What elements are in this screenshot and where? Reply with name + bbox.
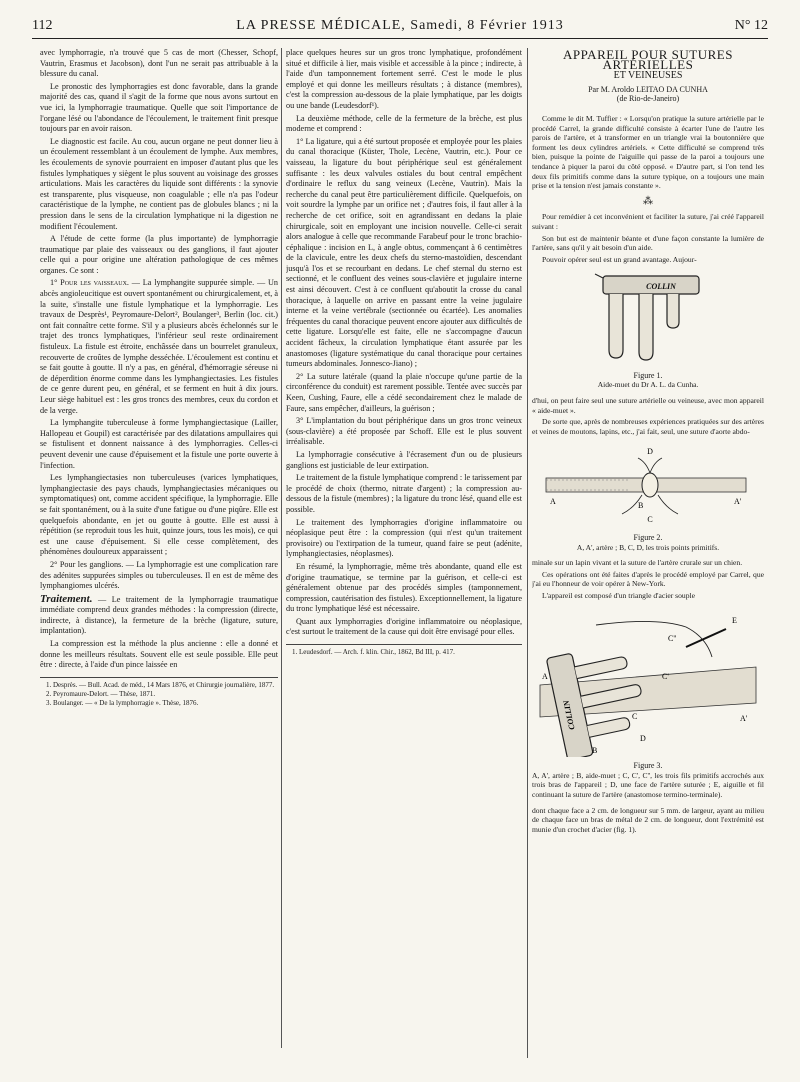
paragraph: place quelques heures sur un gros tronc lymphatique, profondément situé et difficile à lier, mais visible et accessible à la pince ; indirecte, à l'aide d'un tamponnement fortement serré. C'est le mode le plus employé et qui donne les meilleurs résultats ; à distance (membres), c'est la compression au-dessous de la plaie lymphatique, par les doigts ou une bande (Leudesdorf¹).: [286, 48, 522, 110]
paragraph: En résumé, la lymphorragie, même très abondante, quand elle est d'origine traumatique, se termine par la guérison, et celle-ci est généralement obtenue par des procédés simples (tamponnement, compression, cautérisation des fistules). Exceptionnellement, la ligature du tronc lymphatique lésé est nécessaire.: [286, 561, 522, 614]
paragraph: Le traitement des lymphorragies d'origine inflammatoire ou néoplasique peut être : la compression (qui n'est qu'un traitement provisoire) ou l'extirpation de la tumeur, quand faire se peut (adénite, lymphangiectasies, néoplasmes).: [286, 517, 522, 559]
paragraph: 1° La ligature, qui a été surtout proposée et employée pour les plaies du canal thoracique (Küster, Thole, Lecène, Vautrin, etc.). Pour ce vaisseau, la ligature du bout périphérique seul est généralement suffisante : les deux valvules ostiales du bout central empêchent d'ordinaire le reflux du sang veineux (Lecène, Vautrin). Mais la recherche du canal peut être particulièrement difficile. Quelquefois, on voit sourdre la lymphe par un orifice net ; d'autres fois, il faut aller à la recherche de cet orifice, soit en agrandissant en dedans la plaie chirurgicale, soit en employant une incision nouvelle. Celle-ci serait alors analogue à celle que recommande Farabeuf pour le tronc brachio-céphalique : incision en L, à angle obtus, commençant à 6 centimètres de la clavicule, entre les deux chefs du sterno-mastoïdien, descendant jusqu'à l'os et se recourbant en dedans. Le chef sternal du sterno est sectionné, et le confluent des veines sous-clavière et jugulaire interne est ainsi découvert. C'est à ce confluent qu'aboutit la crosse du canal thoracique, à laquelle on arrive en passant entre la veine jugulaire interne et la veine vertébrale (sectionnée ou écartée). Les anomalies fréquentes du canal thoracique peuvent encore ajouter aux difficultés de cette ligature. Lorsqu'elle est faite, elle ne s'accompagne d'aucun accident fâcheux, la circulation lymphatique étant assurée par les anastomoses (ligature systématique du canal thoracique pour certaines tumeurs abdominales. Jonnesco-Jiano) ;: [286, 136, 522, 369]
figure-1-illustration: [583, 270, 713, 366]
paragraph: A l'étude de cette forme (la plus importante) de lymphorragie traumatique par plaie des vaisseaux ou des ganglions, il faut ajouter celle qui a pour origine une altération pathologique de ces mêmes organes. Ce sont :: [40, 234, 278, 275]
suture-arc: [596, 621, 712, 657]
journal-title: LA PRESSE MÉDICALE, Samedi, 8 Février 1913: [236, 18, 564, 33]
appliance-arm-left: [609, 294, 623, 358]
article-title: APPAREIL POUR SUTURES ARTÉRIELLES: [563, 48, 733, 72]
figure-caption: A, A', artère ; B, C, D, les trois points primitifs.: [576, 542, 720, 552]
paragraph: d'hui, on peut faire seul une suture artérielle ou veineuse, avec mon appareil « aide-muet ».: [532, 396, 764, 415]
paragraph: 2° La suture latérale (quand la plaie n'occupe qu'une partie de la circonférence du conduit) est rarement possible. Tentée avec succès par Keen, Cushing, Faure, elle a cédé secondairement chez le malade de Faure, sans empêcher, d'ailleurs, la guérison ;: [286, 371, 522, 413]
footnote: 3. Boulanger. — « De la lymphorragie ». Thèse, 1876.: [46, 698, 199, 707]
label-A: A: [542, 671, 548, 681]
fig1-stamp: COLLIN: [646, 282, 676, 292]
label-A-prime: A': [740, 713, 748, 723]
paragraph: Pour remédier à cet inconvénient et faciliter la suture, j'ai créé l'appareil suivant :: [532, 212, 764, 231]
figure-caption: Aide-muet du Dr A. L. da Cunha.: [597, 380, 699, 390]
subsection-lead: 1° Pour les vaisseaux. —: [50, 278, 140, 288]
footnote: 1. Leudesdorf. — Arch. f. klin. Chir., 1862, Bd III, p. 417.: [292, 648, 455, 657]
label-B: B: [592, 745, 598, 755]
figure-caption: A, A', artère ; B, aide-muet ; C, C', C'', les trois fils primitifs accrochés aux trois bras de l'appareil ; D, une face de l'artère suturée ; E, aiguille et fil continuant la suture de l'artère (anastomose termino-terminale).: [532, 770, 764, 799]
footnotes: [40, 677, 278, 708]
paragraph: 3° L'implantation du bout périphérique dans un gros tronc veineux (sous-clavière) a été proposée par Schoff. Elle est le plus souvent irréalisable.: [286, 416, 522, 447]
paragraph: Quant aux lymphorragies d'origine inflammatoire ou néoplasique, c'est surtout le traitement de la cause qui doit être envisagé pour elles.: [286, 616, 522, 637]
suture-thread: [638, 458, 650, 473]
paragraph: dont chaque face a 2 cm. de longueur sur 5 mm. de largeur, ayant au milieu de chaque face un bras de métal de 2 cm. de longueur, dont l'extrémité est munie d'un crochet d'acier (fig. 1).: [532, 805, 764, 834]
paragraph: La deuxième méthode, celle de la fermeture de la brèche, est plus moderne et comprend :: [286, 113, 522, 134]
footnotes: [286, 644, 522, 657]
asterism: ⁂: [643, 195, 653, 207]
paragraph: La lymphangite tuberculeuse à forme lymphangiectasique (Lailler, Hallopeau et Goupil) est caractérisée par des dilatations ampullaires qui se fistulisent et donnent naissance à des lymphorragies. Celles-ci peuvent devenir une cause d'épuisement et la fistule une porte ouverte à l'infection.: [40, 418, 278, 470]
paragraph-text: La lymphangite suppurée simple. — Un abcès angioleucitique est ouvert spontanément ou chirurgicalement, et, à la suite, s'installe une fistule lymphatique et la lymphorragie. Les travaux de Desprès¹, Peyromaure-Delort², Boulanger³, Berlin (loc. cit.) ont fait connaître cette forme. S'il y a plusieurs abcès échelonnés sur le trajet des troncs lymphatiques, l'inférieur seul reste ordinairement fistuleux. La fistule est étroite, enchâssée dans un bourrelet granuleux, recouverte de croûtes de lymphe desséchée. L'écoulement est continu et se fait goutte à goutte. Il n'y a pas, en général, d'hémorragie séreuse ni de déperdition énorme comme dans les lymphangiectasies. Les fistules de ce genre durent peu, en général, et se ferment en huit à dix jours. Leur siège habituel est : les gros troncs des membres, ceux du cordon et de la verge.: [40, 278, 278, 415]
label-E: E: [732, 615, 737, 625]
figure-3: [532, 607, 764, 800]
running-head: [32, 16, 768, 39]
paragraph: Le traitement de la fistule lymphatique comprend : le tarissement par le procédé de choix (thermo, nitrate d'argent) ; la compression au-dessous de la fistule (membres) ; la ligature du tronc lésé, quand elle est possible.: [286, 473, 522, 514]
figure-2: [532, 442, 764, 552]
paragraph: Comme le dit M. Tuffier : « Lorsqu'on pratique la suture artérielle par le procédé Carrel, la grande difficulté consiste à écarter l'une de l'autre les parois de l'artère, et à transformer en un triangle vrai la boutonnière que forment les deux cylindres artériels. « Cette difficulté se comprend très bien, puisque la pointe de l'aiguille qui passe de la paroi a toujours une tendance à piquer la paroi du côté opposé. « D'autre part, si l'on tend les deux fils primitifs comme dans la suture typique, on a toujours une main prise et la tension n'est jamais constante ».: [532, 113, 764, 191]
paragraph: Pouvoir opérer seul est un grand avantage. Aujour-: [542, 254, 697, 264]
paragraph: 2° Pour les ganglions. — La lymphorragie est une complication rare des adénites suppurées simples ou tuberculeuses. Il en est de même des lymphangiomes ulcérés.: [40, 559, 278, 591]
label-A-prime: A': [734, 497, 742, 507]
article-subtitle: ET VEINEUSES: [613, 70, 683, 82]
column-rule-1: [281, 48, 282, 1048]
figure-2-illustration: [538, 442, 758, 528]
label-B: B: [638, 501, 644, 511]
column-rule-2: [527, 48, 528, 1058]
label-C: C: [632, 711, 638, 721]
paragraph: Les lymphangiectasies non tuberculeuses (varices lymphatiques, lymphangiectasie des pays chauds, lymphangiectasies mécaniques ou symptomatiques) ont, comme accident spécifique, la lymphorragie. Elle se fait spontanément, ou à la suite d'une fatigue ou d'une piqûre. Elle est quelquefois abondante, en jet ou goutte à goutte. Elle est aussi à répétition (se reproduit tous les huit, quinze jours, tous les mois), ce qui est une cause d'épuisement. Si elle cesse complètement, des phénomènes douloureux apparaissent ;: [40, 473, 278, 557]
label-D: D: [640, 733, 646, 743]
paragraph: Ces opérations ont été faites d'après le procédé employé par Carrel, que j'ai eu l'honneur de voir opérer à New-York.: [532, 569, 764, 589]
suture-thread: [658, 495, 678, 514]
paragraph: avec lymphorragie, n'a trouvé que 5 cas de mort (Chesser, Schopf, Vautrin, Erasmus et Jacobson), dont l'un ne serait pas attribuable à la blessure du canal.: [40, 48, 278, 79]
figure-1: [532, 270, 764, 390]
suture-thread: [650, 458, 662, 473]
appliance-arm: [575, 656, 628, 679]
anastomosis-site: [642, 473, 658, 497]
label-C: C: [647, 515, 653, 525]
paragraph-text: — Le traitement de la lymphorragie traumatique immédiate comprend deux grandes méthodes : la compression (directe, indirecte, à distance), la fermeture de la brèche (ligature, suture, implantation).: [40, 594, 278, 636]
label-C-double-prime: C'': [668, 633, 677, 643]
label-D: D: [647, 447, 653, 457]
appliance-arm: [587, 716, 631, 736]
paragraph: Le pronostic des lymphorragies est donc favorable, dans la grande majorité des cas, quand il s'agit de la forme que nous avons surtout en vue ici, la lymphorragie traumatique. Quelle que soit l'importance de l'organe lésé ou l'abondance de l'écoulement, le traitement finit presque toujours par en avoir raison.: [40, 81, 278, 134]
appliance-arm-right: [667, 294, 679, 328]
figure-3-illustration: [536, 607, 760, 757]
page-number: 112: [32, 18, 53, 33]
figure-label: Figure 2.: [633, 533, 663, 543]
footnote: 1. Desprès. — Bull. Acad. de méd., 14 Mars 1876, et Chirurgie journalière, 1877.: [46, 680, 275, 689]
column-2: [286, 48, 522, 1058]
fig3-stamp: COLLIN: [561, 699, 577, 731]
figure-label: Figure 1.: [633, 370, 663, 380]
appliance-arm-middle: [639, 294, 653, 360]
paragraph: L'appareil est composé d'un triangle d'acier souple: [542, 591, 695, 600]
paragraph: Le diagnostic est facile. Au cou, aucun organe ne peut donner lieu à un écoulement ressemblant à un écoulement de lymphe. Aux membres, les écoulements de synovie pourraient en imposer d'autant plus que les fistules lymphatiques y siègent le plus souvent au voisinage des grosses articulations. Mais les caractères du liquide sont différents : la synovie est transparente, plus visqueuse, non coagulable ; elle n'a pas l'odeur caractéristique de la lymphe, ne contient pas de globules blancs ; ni la pression dans le sens de la circulation lymphatique ni la digestion ne modifient l'écoulement.: [40, 136, 278, 231]
issue-number: N° 12: [734, 18, 768, 33]
paragraph: minale sur un lapin vivant et la suture de l'artère crurale sur un chien.: [532, 558, 743, 568]
paragraph: De sorte que, après de nombreuses expériences pratiquées sur des artères et veines de moutons, lapins, etc., j'ai fait, seul, une suture d'aorte abdo-: [532, 417, 764, 436]
label-C-prime: C': [662, 671, 669, 681]
figure-label: Figure 3.: [633, 761, 663, 771]
footnote: 2. Peyromaure-Delort. — Thèse, 1871.: [46, 689, 156, 698]
appliance-hook: [595, 274, 603, 278]
label-A: A: [550, 497, 556, 507]
article-author: Par M. Aroldo LEITAO DA CUNHA: [588, 84, 708, 94]
column-1: [40, 48, 278, 1040]
column-3: [532, 48, 764, 1073]
section-heading: Traitement.: [40, 592, 93, 605]
paragraph: La lymphorragie consécutive à l'écrasement d'un ou de plusieurs ganglions est justiciable de leur extirpation.: [286, 449, 522, 470]
paragraph: Son but est de maintenir béante et d'une façon constante la lumière de l'artère, sans qu'il y ait besoin d'un aide.: [532, 233, 764, 253]
paragraph: [40, 278, 278, 416]
article-affiliation: (de Rio-de-Janeiro): [616, 94, 680, 104]
paragraph: La compression est la méthode la plus ancienne : elle a donné et donne les meilleurs résultats. Souvent elle est seule possible. Elle peut être : directe, à l'aide d'un pince laissée en: [40, 639, 278, 670]
